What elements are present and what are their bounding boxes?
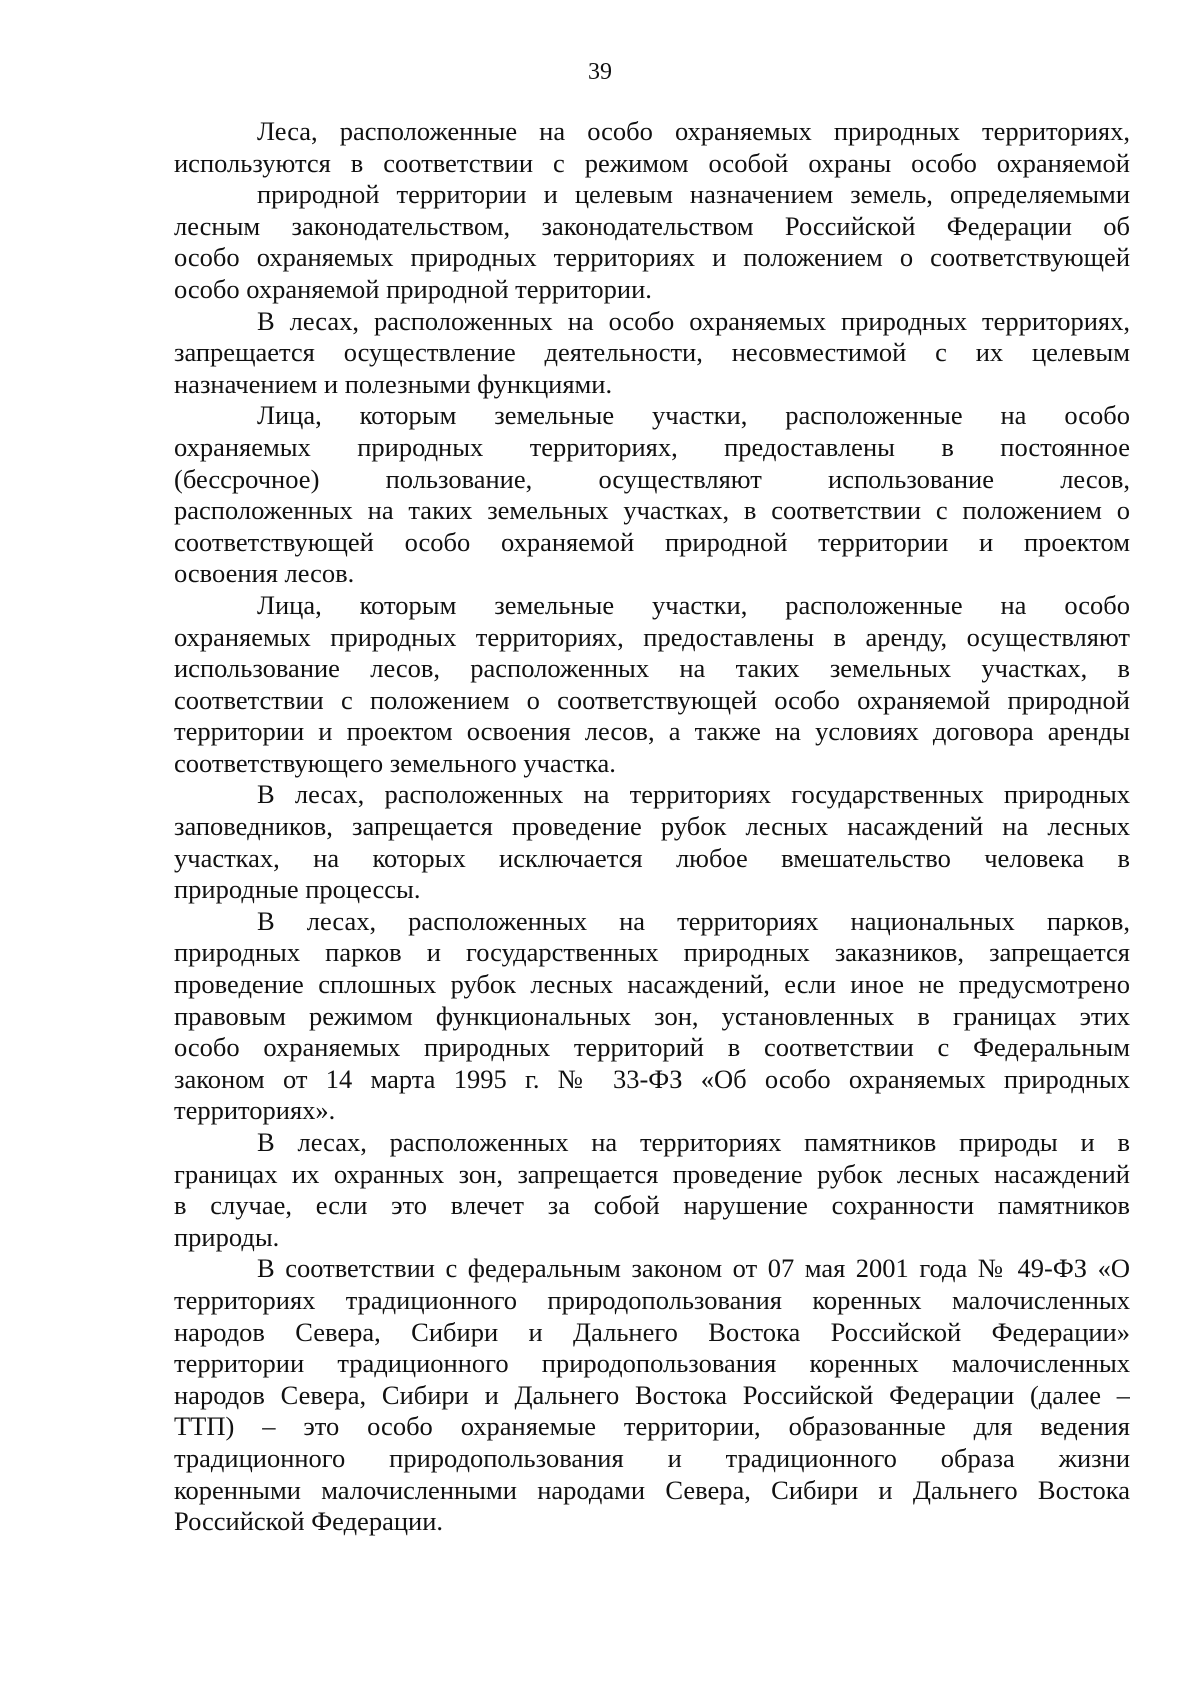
text-line: особо охраняемых природных территориях и положением о соответствующей bbox=[174, 242, 1130, 273]
text-line: народов Севера, Сибири и Дальнего Востока Российской Федерации (далее – bbox=[174, 1379, 1130, 1410]
text-line: природных парков и государственных природных заказников, запрещается bbox=[174, 937, 1130, 968]
text-line: коренными малочисленными народами Севера, Сибири и Дальнего Востока bbox=[174, 1474, 1130, 1505]
text-line: природы. bbox=[174, 1221, 280, 1252]
text-line: территории традиционного природопользования коренных малочисленных bbox=[174, 1348, 1130, 1379]
text-line: расположенных на таких земельных участках, в соответствии с положением о bbox=[174, 495, 1130, 526]
text-line: лесным законодательством, законодательством Российской Федерации об bbox=[174, 210, 1130, 241]
text-line: территориях традиционного природопользования коренных малочисленных bbox=[174, 1284, 1130, 1315]
text-line: законом от 14 марта 1995 г. № 33-ФЗ «Об особо охраняемых природных bbox=[174, 1063, 1130, 1094]
text-line: использование лесов, расположенных на таких земельных участках, в bbox=[174, 653, 1130, 684]
text-line: Лица, которым земельные участки, расположенные на особо bbox=[257, 589, 1130, 620]
text-line: В лесах, расположенных на территориях государственных природных bbox=[257, 779, 1130, 810]
text-line: Лица, которым земельные участки, расположенные на особо bbox=[257, 400, 1130, 431]
text-line: особо охраняемой природной территории. bbox=[174, 273, 652, 304]
text-line: соответствующей особо охраняемой природной территории и проектом bbox=[174, 526, 1130, 557]
text-line: В лесах, расположенных на особо охраняемых природных территориях, bbox=[257, 305, 1130, 336]
text-line: В лесах, расположенных на территориях национальных парков, bbox=[257, 905, 1130, 936]
text-line: территории и проектом освоения лесов, а также на условиях договора аренды bbox=[174, 716, 1130, 747]
text-line: правовым режимом функциональных зон, установленных в границах этих bbox=[174, 1000, 1130, 1031]
text-line: используются в соответствии с режимом особой охраны особо охраняемой bbox=[174, 147, 1130, 178]
text-line: территориях». bbox=[174, 1095, 336, 1126]
text-line: особо охраняемых природных территорий в соответствии с Федеральным bbox=[174, 1032, 1130, 1063]
text-line: участках, на которых исключается любое вмешательство человека в bbox=[174, 842, 1130, 873]
text-line: соответствующего земельного участка. bbox=[174, 747, 616, 778]
text-line: освоения лесов. bbox=[174, 558, 355, 589]
text-line: охраняемых природных территориях, предоставлены в постоянное bbox=[174, 431, 1130, 462]
text-line: В соответствии с федеральным законом от 07 мая 2001 года № 49-ФЗ «О bbox=[257, 1253, 1130, 1284]
text-line: природной территории и целевым назначением земель, определяемыми bbox=[257, 179, 1130, 210]
document-body bbox=[174, 116, 1130, 1538]
text-line: природные процессы. bbox=[174, 874, 421, 905]
text-line: (бессрочное) пользование, осуществляют использование лесов, bbox=[174, 463, 1130, 494]
text-line: охраняемых природных территориях, предоставлены в аренду, осуществляют bbox=[174, 621, 1130, 652]
text-line: соответствии с положением о соответствующей особо охраняемой природной bbox=[174, 684, 1130, 715]
text-line: границах их охранных зон, запрещается проведение рубок лесных насаждений bbox=[174, 1158, 1130, 1189]
text-line: назначением и полезными функциями. bbox=[174, 368, 613, 399]
text-line: традиционного природопользования и традиционного образа жизни bbox=[174, 1442, 1130, 1473]
text-line: Российской Федерации. bbox=[174, 1506, 443, 1537]
text-line: проведение сплошных рубок лесных насаждений, если иное не предусмотрено bbox=[174, 969, 1130, 1000]
text-line: запрещается осуществление деятельности, несовместимой с их целевым bbox=[174, 337, 1130, 368]
text-line: Леса, расположенные на особо охраняемых природных территориях, bbox=[257, 116, 1130, 146]
text-line: В лесах, расположенных на территориях памятников природы и в bbox=[257, 1127, 1130, 1157]
text-line: заповедников, запрещается проведение рубок лесных насаждений на лесных bbox=[174, 811, 1130, 842]
text-line: народов Севера, Сибири и Дальнего Востока Российской Федерации» bbox=[174, 1316, 1130, 1347]
text-line: ТТП) – это особо охраняемые территории, образованные для ведения bbox=[174, 1411, 1130, 1442]
text-line: в случае, если это влечет за собой нарушение сохранности памятников bbox=[174, 1190, 1130, 1221]
page-number: 39 bbox=[588, 59, 612, 85]
